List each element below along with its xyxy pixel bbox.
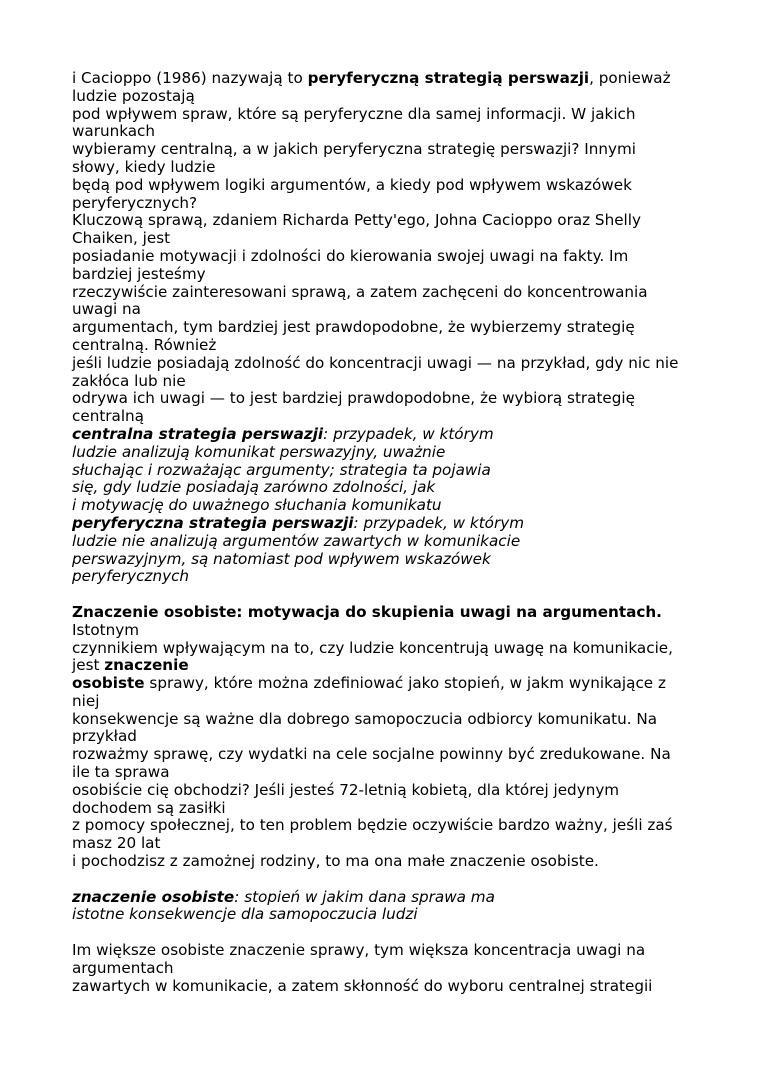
text-line xyxy=(72,657,692,675)
definition-term: centralna strategia perswazji xyxy=(72,424,324,443)
text-line: istotne konsekwencje dla samopoczucia ludzi xyxy=(72,905,418,924)
text-run: , ponieważ xyxy=(589,69,671,87)
text-line: argumentach, tym bardziej jest prawdopodobne, że wybierzemy strategię xyxy=(72,318,635,337)
text-line: rozważmy sprawę, czy wydatki na cele socjalne powinny być zredukowane. Na xyxy=(72,745,671,764)
text-line: niej xyxy=(72,691,100,710)
text-line: jeśli ludzie posiadają zdolność do koncentracji uwagi — na przykład, gdy nic nie xyxy=(72,353,679,372)
text-run: sprawy, które można zdefiniować jako stopień, w jakm wynikające z xyxy=(144,674,666,693)
text-line: przykład xyxy=(72,727,137,746)
text-line: Chaiken, jest xyxy=(72,229,171,248)
text-line: peryferycznych xyxy=(72,567,190,586)
text-line: i motywację do uważnego słuchania komunikatu xyxy=(72,496,442,515)
spacer xyxy=(72,586,692,604)
definition-central-route xyxy=(72,426,692,515)
text-line xyxy=(72,889,692,907)
text-line: będą pod wpływem logiki argumentów, a kiedy pod wpływem wskazówek xyxy=(72,175,632,194)
text-line: Istotnym xyxy=(72,620,140,639)
text-line: masz 20 lat xyxy=(72,834,161,853)
text-line: się, gdy ludzie posiadają zarówno zdolności, jak xyxy=(72,478,436,497)
text-line xyxy=(72,70,692,88)
section-personal-relevance xyxy=(72,604,692,871)
bold-term: peryferyczną strategią perswazji xyxy=(307,69,590,87)
text-line: osobiście cię obchodzi? Jeśli jesteś 72-letnią kobietą, dla której jedynym xyxy=(72,780,620,799)
text-run: i Cacioppo (1986) nazywają to xyxy=(72,69,308,87)
text-line: ludzie analizują komunikat perswazyjny, uważnie xyxy=(72,442,446,461)
text-line: perswazyjnym, są natomiast pod wpływem wskazówek xyxy=(72,549,491,568)
text-line: ludzie pozostają xyxy=(72,86,195,105)
spacer xyxy=(72,924,692,942)
paragraph-peripheral-route xyxy=(72,70,692,426)
text-line: odrywa ich uwagi — to jest bardziej prawdopodobne, że wybiorą strategię xyxy=(72,389,635,408)
text-line xyxy=(72,426,692,444)
text-run: : stopień w jakim dana sprawa ma xyxy=(234,887,495,906)
text-line: argumentach xyxy=(72,958,174,977)
text-line: słuchając i rozważając argumenty; strategia ta pojawia xyxy=(72,460,491,479)
text-line: słowy, kiedy ludzie xyxy=(72,157,216,176)
definition-term: znaczenie osobiste xyxy=(72,887,235,906)
text-line: z pomocy społecznej, to ten problem będzie oczywiście bardzo ważny, jeśli zaś xyxy=(72,816,673,835)
document-body xyxy=(72,70,692,995)
text-run: jest xyxy=(72,656,105,675)
text-line: ludzie nie analizują argumentów zawartych w komunikacie xyxy=(72,531,521,550)
text-line xyxy=(72,675,692,693)
definition-term: peryferyczna strategia perswazji xyxy=(72,513,354,532)
definition-peripheral-route xyxy=(72,515,692,586)
text-line: pod wpływem spraw, które są peryferyczne dla samej informacji. W jakich xyxy=(72,104,636,123)
text-line: rzeczywiście zainteresowani sprawą, a zatem zachęceni do koncentrowania xyxy=(72,282,648,301)
text-line: peryferycznych? xyxy=(72,193,198,212)
paragraph-final xyxy=(72,942,692,995)
text-line: centralną. Również xyxy=(72,335,217,354)
text-line: konsekwencje są ważne dla dobrego samopoczucia odbiorcy komunikatu. Na xyxy=(72,709,658,728)
text-line: Kluczową sprawą, zdaniem Richarda Petty'ego, Johna Cacioppo oraz Shelly xyxy=(72,211,641,230)
section-heading: Znaczenie osobiste: motywacja do skupienia uwagi na argumentach. xyxy=(72,602,662,621)
text-line: warunkach xyxy=(72,122,156,141)
text-line: dochodem są zasiłki xyxy=(72,798,226,817)
text-line: posiadanie motywacji i zdolności do kierowania swojej uwagi na fakty. Im xyxy=(72,246,629,265)
text-line: i pochodzisz z zamożnej rodziny, to ma ona małe znaczenie osobiste. xyxy=(72,852,599,871)
text-line: czynnikiem wpływającym na to, czy ludzie koncentrują uwagę na komunikacie, xyxy=(72,638,673,657)
spacer xyxy=(72,871,692,889)
text-line: Im większe osobiste znaczenie sprawy, tym większa koncentracja uwagi na xyxy=(72,941,646,960)
text-line xyxy=(72,515,692,533)
text-line: ile ta sprawa xyxy=(72,763,170,782)
text-line: zakłóca lub nie xyxy=(72,371,186,390)
text-line: zawartych w komunikacie, a zatem skłonność do wyboru centralnej strategii xyxy=(72,976,653,995)
text-run: : przypadek, w którym xyxy=(353,513,524,532)
text-run: : przypadek, w którym xyxy=(323,424,494,443)
bold-term: znaczenie xyxy=(104,656,189,675)
text-line: bardziej jesteśmy xyxy=(72,264,206,283)
text-line: uwagi na xyxy=(72,300,141,319)
definition-personal-relevance xyxy=(72,889,692,925)
text-line: centralną xyxy=(72,407,144,426)
text-line: wybieramy centralną, a w jakich peryferyczna strategię perswazji? Innymi xyxy=(72,140,637,159)
bold-term: osobiste xyxy=(72,674,145,693)
